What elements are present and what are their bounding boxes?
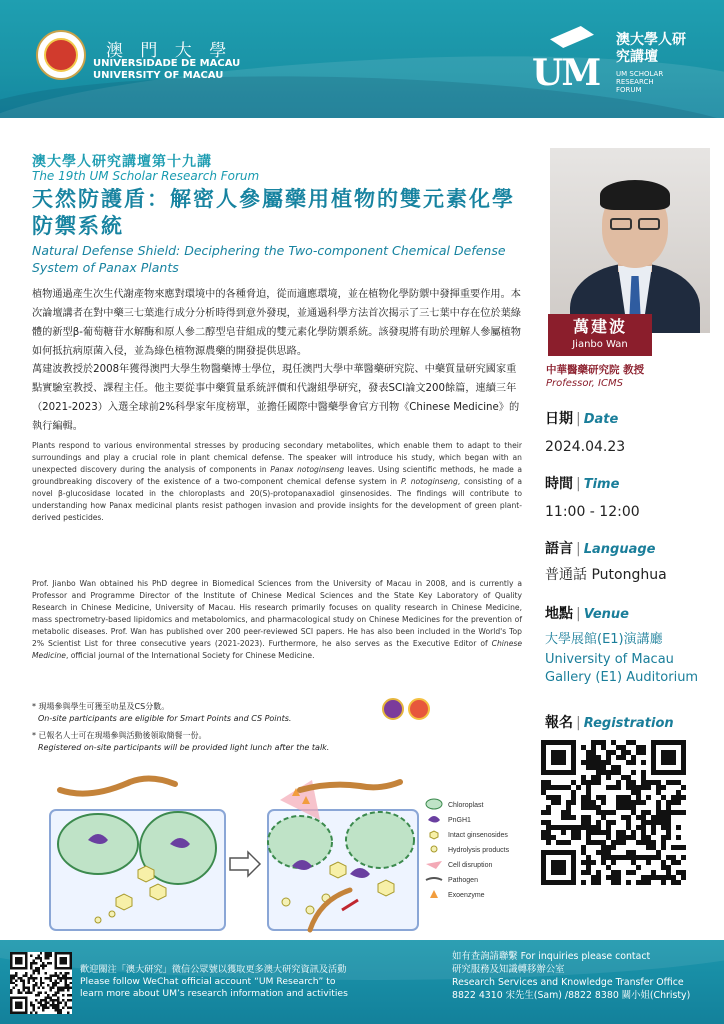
- note-points-en: On-site participants are eligible for Smart Points and CS Points.: [38, 714, 292, 723]
- office-name-zh: 研究服務及知識轉移辦公室: [452, 964, 565, 975]
- points-badges: [382, 698, 434, 724]
- speaker-name-en: Jianbo Wan: [572, 339, 628, 350]
- speaker-role-en: Professor, ICMS: [546, 378, 623, 389]
- time-label-en: Time: [583, 477, 620, 492]
- abstract-en-text: , consisting of a novel β-glucosidase located in the chloroplasts and 20(S)-protopanaxadiol ginsenosides. The findings will contribute to understanding how Panax medicinal plants resist pathogen invasion and provide insights for the development of green plant-derived pesticides.: [32, 477, 522, 522]
- date-label-zh: 日期: [545, 411, 573, 427]
- time-label-zh: 時間: [545, 476, 573, 492]
- cs-points-icon: [408, 698, 430, 720]
- talk-title-en: Natural Defense Shield: Deciphering the Two-component Chemical Defense System of Panax Plants: [32, 243, 506, 275]
- series-title-en: The 19th UM Scholar Research Forum: [32, 169, 260, 183]
- time-label: 時間 | Time: [545, 476, 620, 492]
- contact-heading: [452, 950, 722, 963]
- speaker-name-zh: 萬建波: [572, 317, 627, 336]
- date-label: 日期 | Date: [545, 411, 619, 427]
- smart-points-icon: [382, 698, 404, 720]
- venue-value-zh: 大學展館(E1)演講廳: [545, 632, 663, 647]
- legend-enzyme-icon: [428, 816, 440, 823]
- defense-mechanism-diagram: [30, 770, 530, 940]
- contact-heading-zh: 如有查詢請聯繫: [452, 951, 518, 962]
- legend-label: Chloroplast: [448, 802, 484, 809]
- plant-cell-disrupted: [268, 780, 418, 930]
- legend-label: PnGH1: [448, 817, 471, 824]
- language-label-zh: 語言: [545, 541, 573, 557]
- speaker-name-box: [548, 314, 652, 356]
- legend-ginsenoside-icon: [430, 831, 438, 839]
- bio-zh-paragraph: 萬建波教授於2008年獲得澳門大學生物醫藥博士學位，現任澳門大學中華醫藥研究院、中藥質量研究國家重點實驗室教授、課程主任。他主要從事中藥質量系統評價和代謝組學研究，發表SCI論文200餘篇，連續三年（2021-2023）入選全球前2%科學家年度榜單，並擔任國際中醫藥學會官方刊物《Chinese Medicine》的執行編輯。: [32, 364, 520, 432]
- university-name-zh: 澳 門 大 學: [106, 41, 233, 61]
- language-label: 語言 | Language: [545, 541, 656, 557]
- abstract-en-text: Plants respond to various environmental stresses by producing secondary metabolites, which enable them to adapt to their surroundings and play a crucial role in plant chemical defense. The speaker will introduce his study, which began with an unexpected discovery during the analysis of components in: [32, 441, 522, 474]
- office-name-en: Research Services and Knowledge Transfer Office: [452, 977, 684, 988]
- plant-cell-intact: [50, 778, 225, 930]
- wechat-promo-en-2: learn more about UM’s research information and activities: [80, 988, 348, 999]
- venue-label: 地點 | Venue: [545, 606, 629, 622]
- bio-en-text: , official journal of the International Society for Chinese Medicine.: [65, 651, 315, 660]
- wechat-promo-zh: 歡迎關注「澳大研究」微信公眾號以獲取更多澳大研究資訊及活動: [80, 964, 347, 975]
- legend-label: Intact ginsenosides: [448, 832, 508, 839]
- forum-logo-letters: UM: [532, 52, 600, 94]
- forum-name-zh: 澳大學人研究講壇: [616, 32, 686, 65]
- legend-disruption-icon: [426, 861, 442, 869]
- registration-label-zh: 報名: [545, 715, 573, 731]
- journal-name: Chinese Medicine: [32, 639, 522, 660]
- time-value: 11:00 - 12:00: [545, 504, 640, 520]
- legend-label: Cell disruption: [448, 862, 493, 869]
- abstract-en-species: Panax notoginseng: [270, 465, 345, 474]
- speaker-photo: [550, 148, 710, 333]
- venue-value-en-2: Gallery (E1) Auditorium: [545, 670, 699, 685]
- abstract-en-species-short: P. notoginseng: [400, 477, 458, 486]
- abstract-en-paragraph: [32, 440, 522, 524]
- forum-logo-icon: [532, 22, 612, 94]
- graduation-cap-icon: [550, 26, 594, 48]
- registration-qr-code[interactable]: [541, 740, 686, 885]
- venue-label-en: Venue: [583, 607, 629, 622]
- wechat-qr-code[interactable]: [10, 952, 72, 1014]
- bio-en-text: Prof. Jianbo Wan obtained his PhD degree in Biomedical Sciences from the University of Macau in 2008, and is currently a Professor and Programme Director of the Institute of Chinese Medical Sciences and the State Key Laboratory of Quality Research in Chinese Medicine, University of Macau. His research primarily focuses on quality research in Chinese Medicine, mass spectrometry-based lipidomics and metabolomics, and pharmacological study on Chinese Medicines for the prevention of metabolic diseases. Prof. Wan has published over 200 peer-reviewed SCI papers. He has also been included in the World's Top 2% Scientist List for three consecutive years (2021-2023). Furthermore, he also serves as the Executive Editor of: [32, 579, 522, 648]
- wechat-promo: [80, 964, 420, 1000]
- language-value: 普通話 Putonghua: [545, 567, 667, 583]
- venue-label-zh: 地點: [545, 606, 573, 622]
- talk-title-zh: 天然防護盾：解密人參屬藥用植物的雙元素化學防禦系統: [32, 187, 515, 238]
- date-label-en: Date: [583, 412, 619, 427]
- note-lunch-zh: * 已報名人士可在現場參與活動後領取簡餐一份。: [32, 731, 207, 740]
- diagram-legend: [426, 799, 510, 899]
- registration-label-en: Registration: [583, 716, 674, 731]
- university-seal-icon: [36, 30, 86, 80]
- contact-info: [452, 950, 722, 1002]
- bio-en-paragraph: [32, 578, 522, 662]
- forum-name-en: UM SCHOLAR RESEARCH FORUM: [616, 70, 664, 94]
- university-name-en: UNIVERSITY OF MACAU: [93, 70, 224, 81]
- abstract-en-text: leaves. Using scientific methods, he made a groundbreaking discovery of the existence of a two-component chemical defense system in: [32, 465, 522, 486]
- legend-pathogen-icon: [426, 878, 442, 880]
- contact-phones: 8822 4310 宋先生(Sam) /8822 8380 關小姐(Christy): [452, 990, 691, 1001]
- venue-value-en-1: University of Macau: [545, 652, 674, 667]
- arrow-icon: [230, 852, 260, 876]
- legend-chloroplast-icon: [426, 799, 442, 809]
- speaker-role-zh: 中華醫藥研究院 教授: [546, 364, 645, 376]
- note-points-zh: * 現場參與學生可獲至叻星及CS分數。: [32, 702, 170, 711]
- registration-label: 報名 | Registration: [545, 715, 674, 731]
- university-name-pt: UNIVERSIDADE DE MACAU: [93, 58, 241, 69]
- date-value: 2024.04.23: [545, 439, 626, 455]
- abstract-zh-paragraph: 植物通過產生次生代謝產物來應對環境中的各種脅迫，從而適應環境，並在植物化學防禦中發揮重要作用。本次論壇講者在對中藥三七葉進行成分分析時得到意外發現，並通過科學方法首次揭示了三七葉中存在位於葉綠體的新型β-葡萄糖苷水解酶和原人參二醇型皂苷組成的雙元素化學防禦系統。該發現將有助於理解人參屬植物如何抵抗病原菌入侵，並為綠色植物源農藥的開發提供思路。: [32, 289, 521, 357]
- series-title-zh: 澳大學人研究講壇第十九講: [32, 154, 212, 170]
- legend-label: Exoenzyme: [448, 892, 485, 899]
- legend-exoenzyme-icon: [430, 890, 438, 898]
- wechat-promo-en-1: Please follow WeChat official account “UM Research” to: [80, 976, 336, 987]
- contact-heading-en: For inquiries please contact: [520, 951, 651, 962]
- legend-label: Pathogen: [448, 877, 478, 884]
- legend-hydrolysis-icon: [431, 846, 437, 852]
- note-lunch-en: Registered on-site participants will be provided light lunch after the talk.: [38, 743, 330, 752]
- language-label-en: Language: [583, 542, 656, 557]
- legend-label: Hydrolysis products: [448, 847, 510, 854]
